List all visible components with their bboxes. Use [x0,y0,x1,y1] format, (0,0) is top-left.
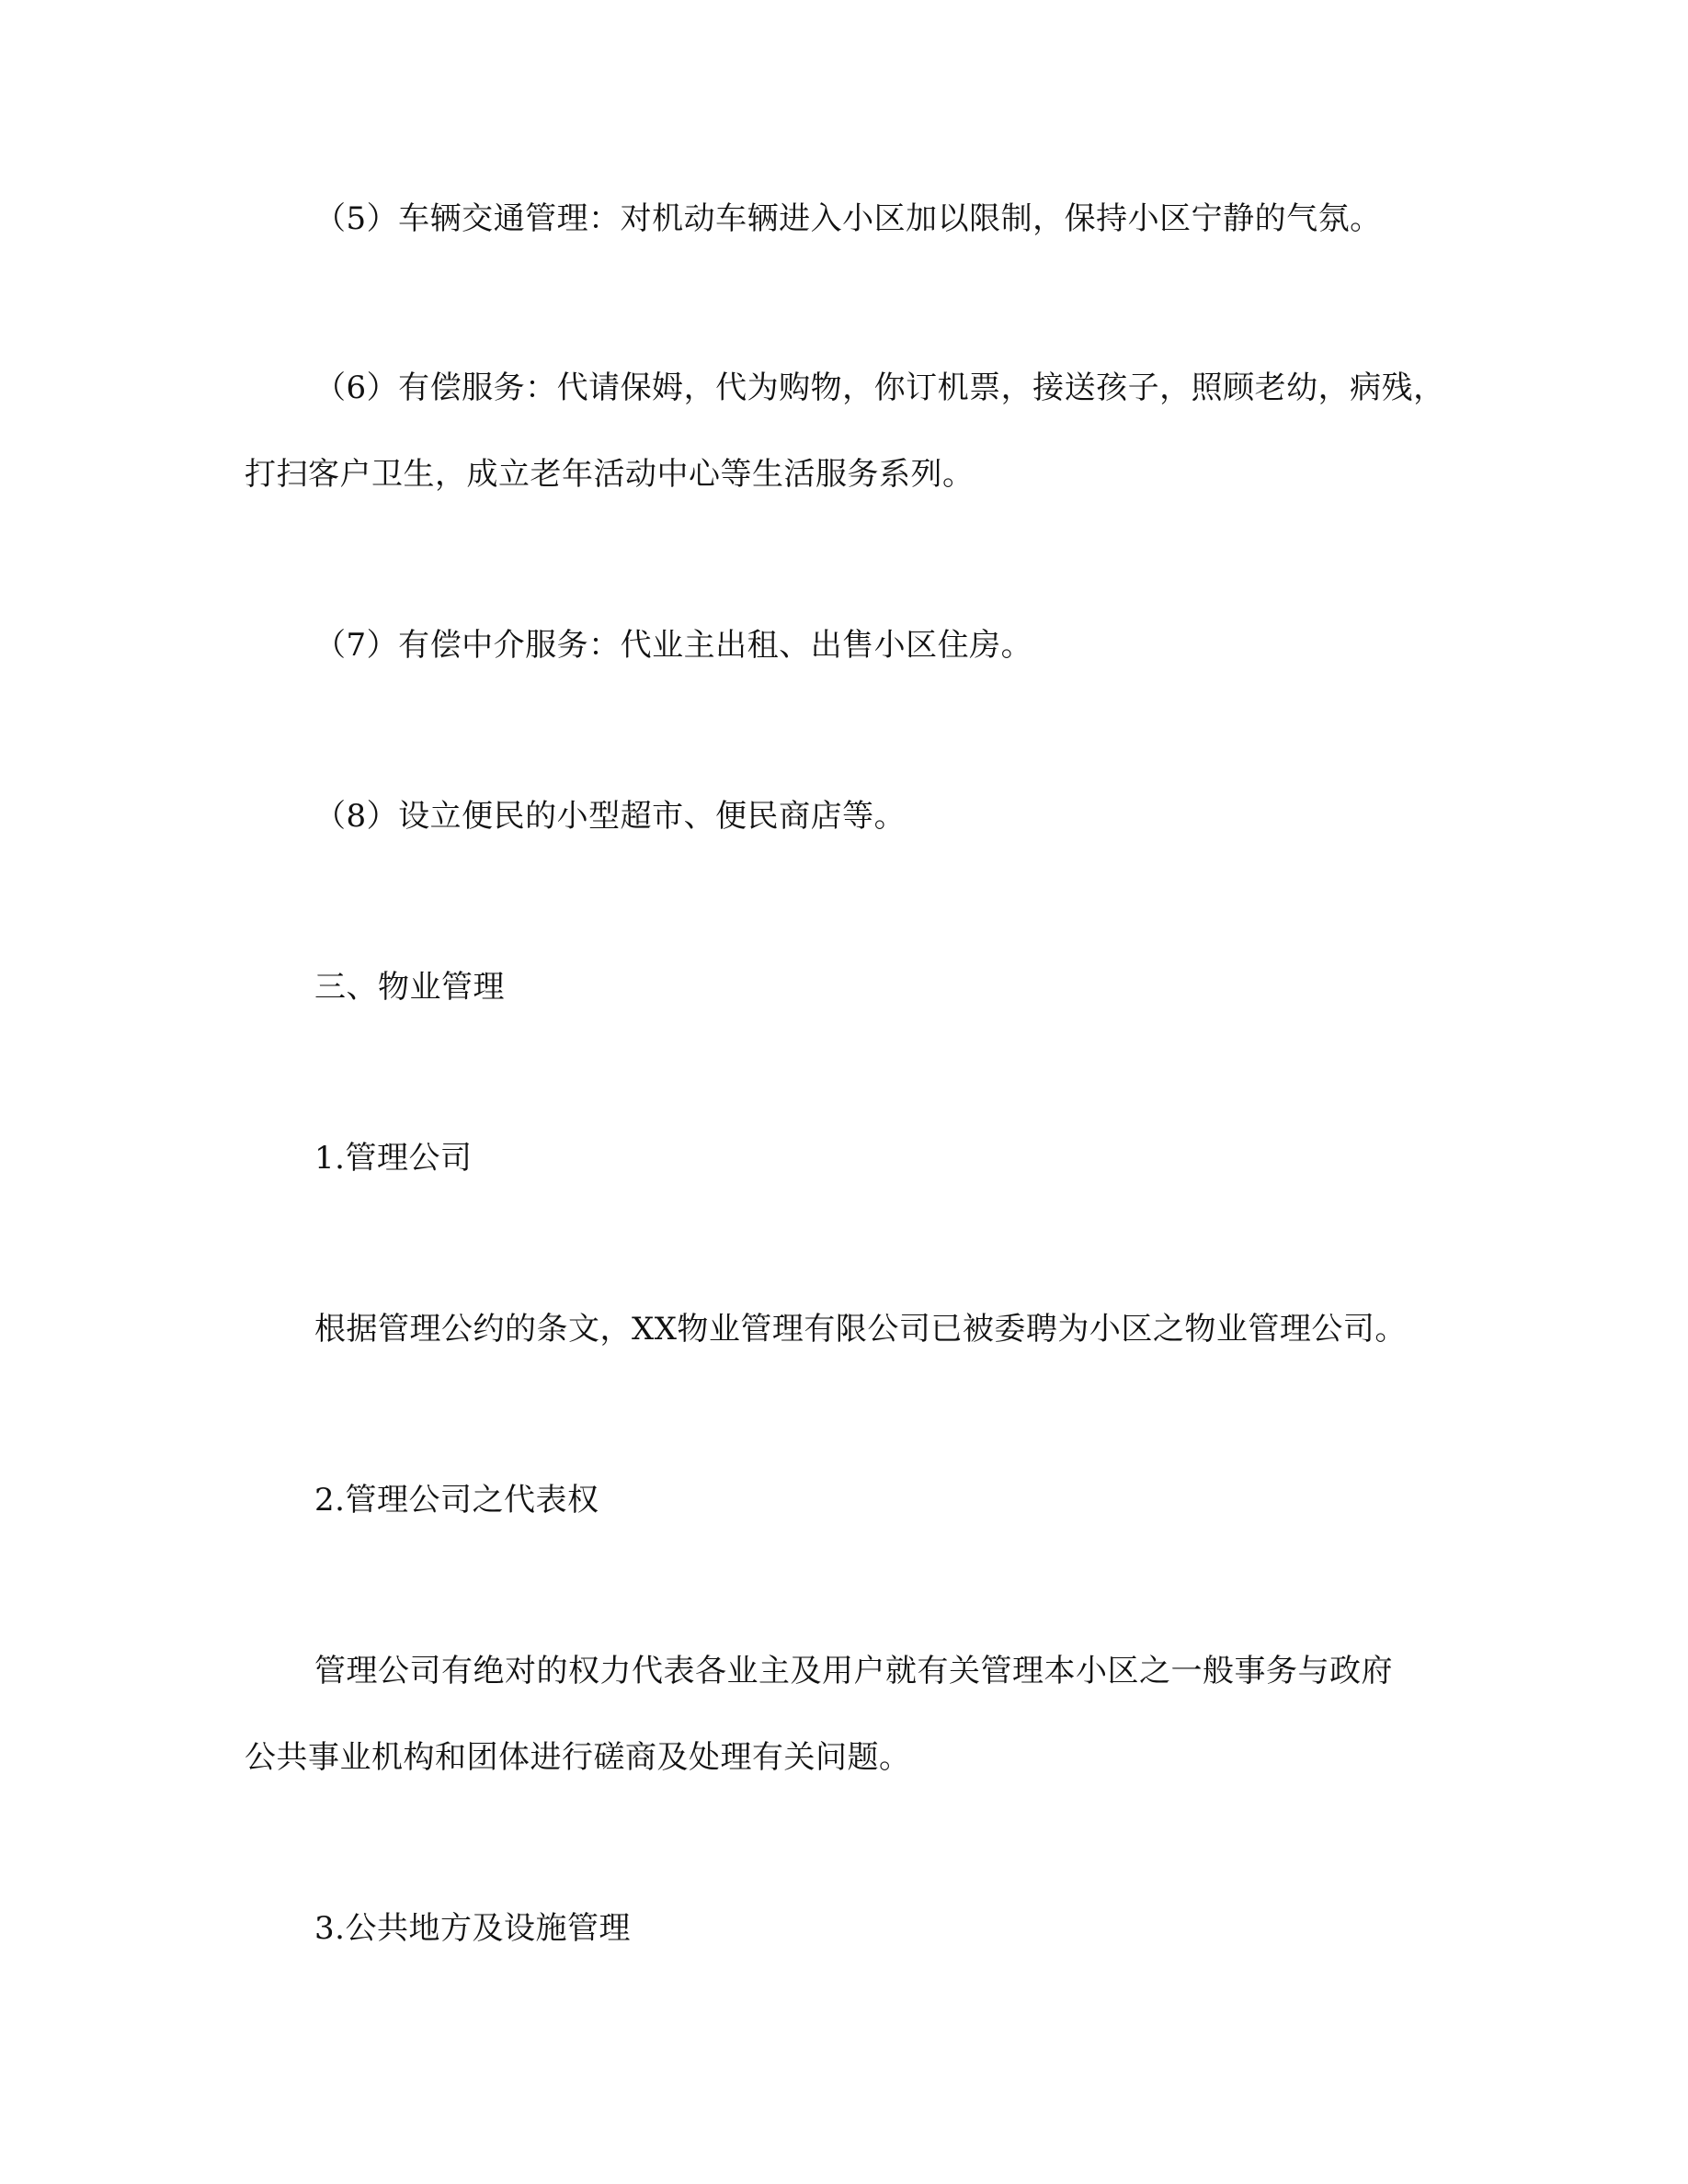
paragraph-vehicle-traffic: （5）车辆交通管理：对机动车辆进入小区加以限制，保持小区宁静的气氛。 [314,200,1382,237]
subheading-management-company: 1.管理公司 [314,1140,473,1177]
subheading-representation-right: 2.管理公司之代表权 [314,1482,599,1519]
section-heading-property-management: 三、物业管理 [314,969,505,1006]
paragraph-paid-agency: （7）有偿中介服务：代业主出租、出售小区住房。 [314,627,1033,664]
paragraph-representation-line1: 管理公司有绝对的权力代表各业主及用户就有关管理本小区之一般事务与政府 [314,1653,1393,1689]
paragraph-paid-services-line1: （6）有偿服务：代请保姆，代为购物，你订机票，接送孩子，照顾老幼，病残， [314,370,1445,406]
paragraph-paid-services-line2: 打扫客户卫生，成立老年活动中心等生活服务系列。 [245,456,975,493]
paragraph-convenience-store: （8）设立便民的小型超市、便民商店等。 [314,798,907,835]
subheading-public-facilities: 3.公共地方及设施管理 [314,1910,631,1947]
paragraph-company-appointment: 根据管理公约的条文，XX物业管理有限公司已被委聘为小区之物业管理公司。 [314,1311,1407,1348]
paragraph-representation-line2: 公共事业机构和团体进行磋商及处理有关问题。 [245,1739,911,1776]
